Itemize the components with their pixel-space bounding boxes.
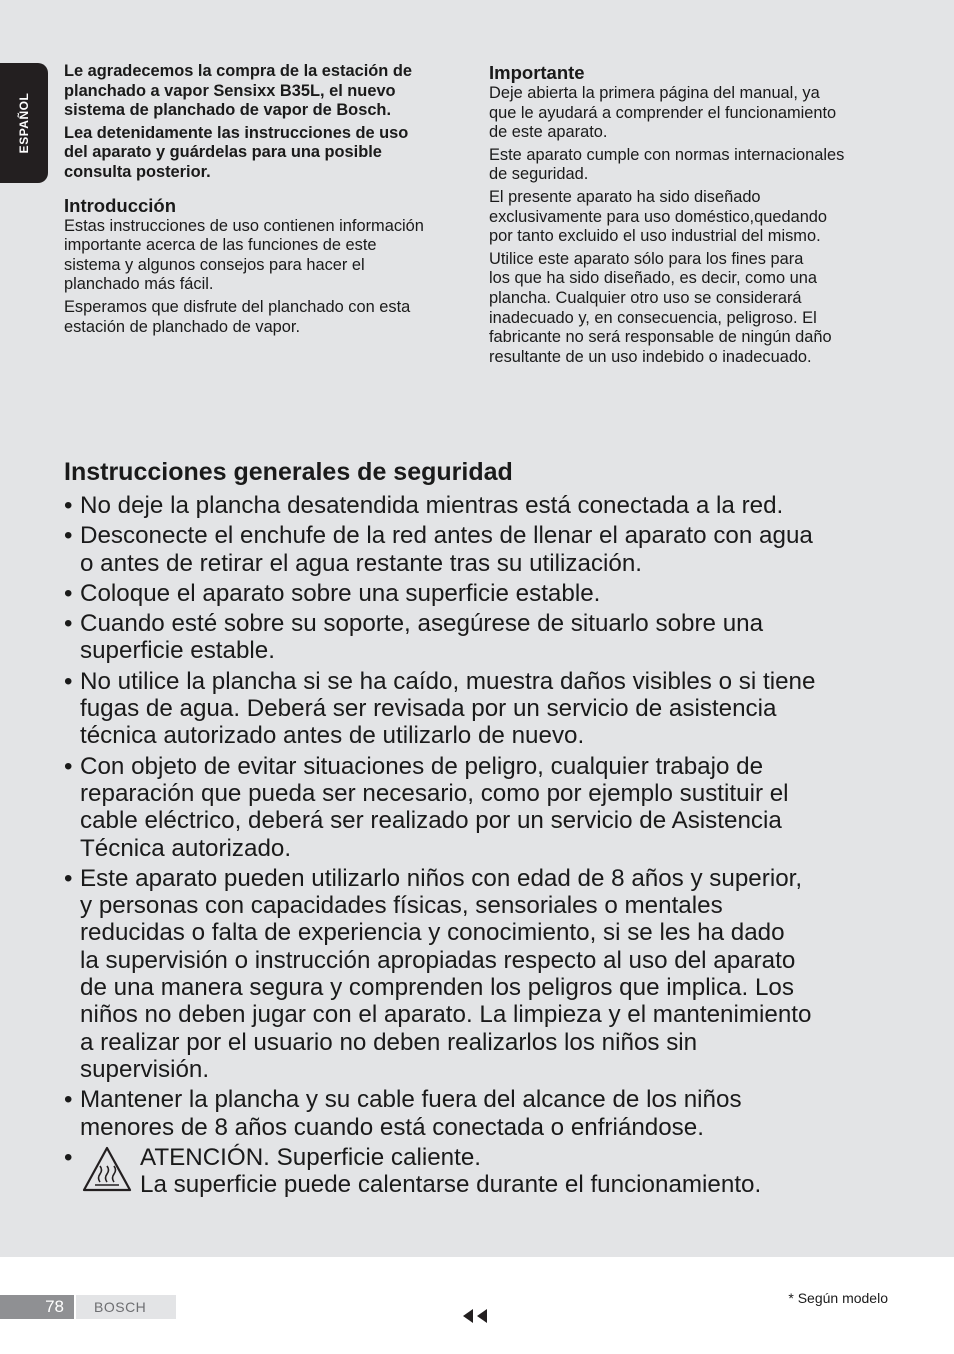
read-line: Lea detenidamente las instrucciones de uso	[64, 123, 409, 142]
page-number: 78	[0, 1295, 74, 1319]
language-tab	[0, 63, 48, 183]
intro-line: planchado más fácil.	[64, 275, 214, 294]
safety-item	[64, 668, 914, 750]
important-line: Este aparato cumple con normas internacionales	[489, 145, 845, 164]
warning-line: • ATENCIÓN. Superficie caliente.	[140, 1143, 481, 1171]
important-line: fabricante no será responsable de ningún daño	[489, 328, 832, 347]
safety-item-line: de una manera segura y comprenden los peligros que implica. Los	[80, 974, 794, 1002]
safety-item	[64, 610, 914, 665]
read-line: del aparato y guárdelas para una posible	[64, 143, 382, 162]
important-heading: Importante	[489, 62, 585, 83]
safety-item-line: fugas de agua. Deberá ser revisada por un servicio de asistencia	[80, 695, 777, 723]
important-line: por tanto excluido el uso industrial del mismo.	[489, 227, 821, 246]
thanks-line: planchado a vapor Sensixx B35L, el nuevo	[64, 81, 396, 100]
safety-item-line: reparación que pueda ser necesario, como por ejemplo sustituir el	[80, 779, 789, 807]
important-line: los que ha sido diseñado, es decir, como una	[489, 269, 818, 288]
safety-item-line: superficie estable.	[80, 637, 275, 665]
safety-item	[64, 865, 914, 1083]
safety-item-line: • Cuando esté sobre su soporte, asegúrese de situarlo sobre una	[80, 610, 764, 638]
safety-warning-item	[64, 1144, 914, 1199]
intro-column	[64, 62, 474, 337]
intro-line: importante acerca de las funciones de este	[64, 236, 377, 255]
safety-item-line: • No deje la plancha desatendida mientras está conectada a la red.	[80, 492, 784, 519]
important-column	[489, 62, 909, 367]
intro-heading: Introducción	[64, 194, 177, 216]
safety-item-line: reducidas o falta de experiencia y conocimiento, si se les ha dado	[80, 919, 785, 947]
safety-item-line: y personas con capacidades físicas, sensoriales o mentales	[80, 892, 723, 920]
intro-line: Estas instrucciones de uso contienen información	[64, 216, 424, 235]
important-line: que le ayudará a comprender el funcionamiento	[489, 103, 837, 122]
safety-item	[64, 522, 914, 577]
hot-surface-warning-icon	[82, 1146, 132, 1192]
double-arrow-left-icon	[461, 1308, 489, 1324]
safety-item-line: a realizar por el usuario no deben realizarlos los niños sin	[80, 1028, 698, 1056]
safety-item-line: • Mantener la plancha y su cable fuera del alcance de los niños	[80, 1086, 742, 1114]
safety-item-line: Técnica autorizado.	[80, 834, 292, 862]
important-line: plancha. Cualquier otro uso se considerará	[489, 288, 802, 307]
important-line: inadecuado y, en consecuencia, peligroso. El	[489, 308, 817, 327]
warning-text	[140, 1144, 761, 1199]
warning-line: La superficie puede calentarse durante el funcionamiento.	[140, 1171, 762, 1199]
safety-item	[64, 492, 914, 519]
safety-item-line: • Coloque el aparato sobre una superficie estable.	[80, 579, 601, 607]
important-line: El presente aparato ha sido diseñado	[489, 187, 761, 206]
safety-item	[64, 1086, 914, 1141]
important-line: resultante de un uso indebido o inadecuado.	[489, 347, 812, 366]
safety-item-line: o antes de retirar el agua restante tras su utilización.	[80, 549, 642, 577]
hope-line: estación de planchado de vapor.	[64, 317, 301, 336]
safety-item-line: niños no deben jugar con el aparato. La limpieza y el mantenimiento	[80, 1001, 812, 1029]
safety-item-line: supervisión.	[80, 1055, 210, 1083]
safety-item-line: • Con objeto de evitar situaciones de peligro, cualquier trabajo de	[80, 752, 764, 780]
safety-item-line: • Este aparato pueden utilizarlo niños con edad de 8 años y superior,	[80, 864, 803, 892]
thanks-line: sistema de planchado de vapor de Bosch.	[64, 101, 391, 120]
safety-item-line: • No utilice la plancha si se ha caído, muestra daños visibles o si tiene	[80, 667, 816, 695]
safety-item-line: cable eléctrico, deberá ser realizado por un servicio de Asistencia	[80, 807, 782, 835]
intro-line: sistema y algunos consejos para hacer el	[64, 255, 365, 274]
safety-section	[64, 456, 914, 1201]
safety-item	[64, 580, 914, 607]
language-tab-label: ESPAÑOL	[17, 92, 31, 154]
thanks-line: Le agradecemos la compra de la estación de	[64, 62, 412, 80]
important-line: Deje abierta la primera página del manual, ya	[489, 84, 820, 102]
safety-item-line: técnica autorizado antes de utilizarlo de nuevo.	[80, 722, 585, 750]
safety-item-line: la supervisión o instrucción apropiadas respecto al uso del aparato	[80, 946, 796, 974]
brand-label: BOSCH	[76, 1295, 176, 1319]
safety-heading: Instrucciones generales de seguridad	[64, 458, 513, 486]
important-line: de seguridad.	[489, 165, 589, 184]
warning-row	[80, 1144, 914, 1199]
important-line: de este aparato.	[489, 123, 608, 142]
read-line: consulta posterior.	[64, 162, 211, 181]
important-line: exclusivamente para uso doméstico,quedando	[489, 207, 828, 226]
safety-list	[64, 492, 914, 1198]
safety-item-line: menores de 8 años cuando está conectada o enfriándose.	[80, 1113, 704, 1141]
hope-line: Esperamos que disfrute del planchado con esta	[64, 297, 411, 316]
model-note: * Según modelo	[788, 1290, 888, 1306]
important-line: Utilice este aparato sólo para los fines para	[489, 249, 804, 268]
safety-item-line: • Desconecte el enchufe de la red antes de llenar el aparato con agua	[80, 522, 813, 550]
safety-item	[64, 753, 914, 862]
